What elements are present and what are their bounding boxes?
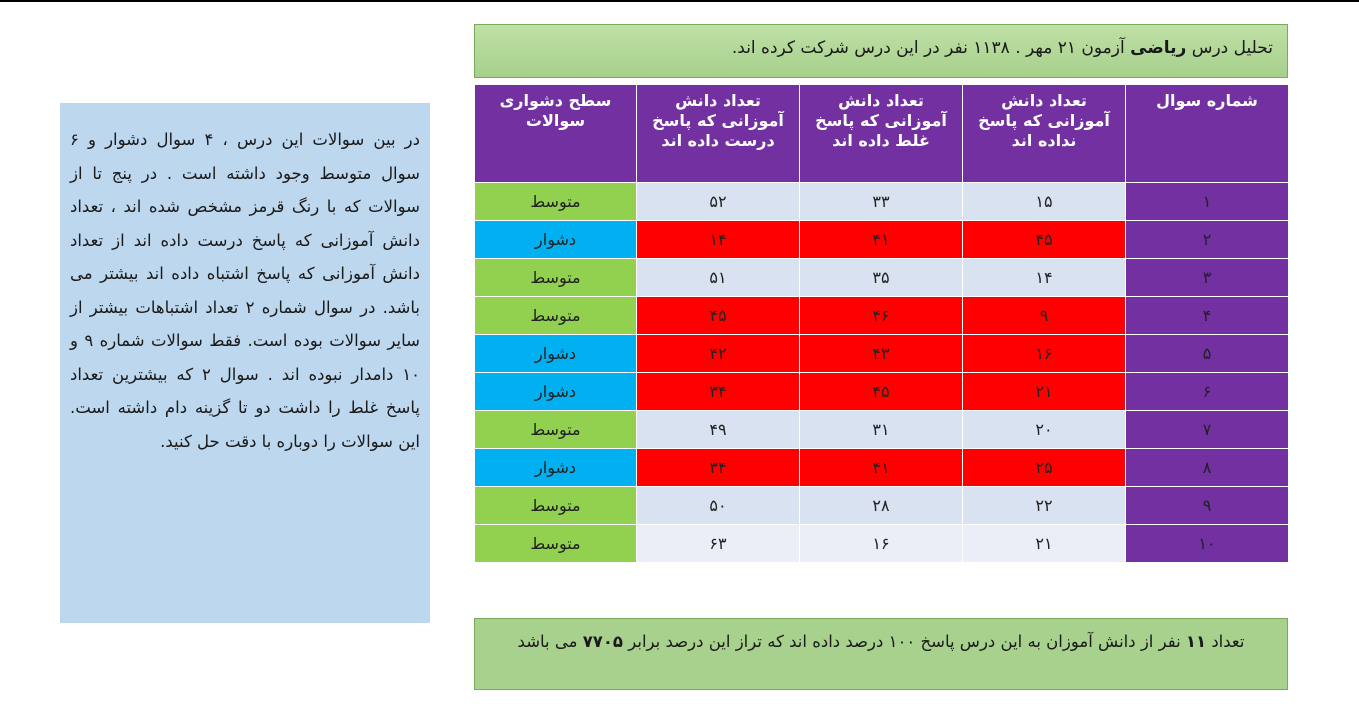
wrong-answer-cell: ۳۱	[800, 411, 963, 449]
difficulty-cell: متوسط	[475, 297, 637, 335]
difficulty-cell: متوسط	[475, 525, 637, 563]
table-header-row	[475, 85, 1289, 183]
correct-answer-cell: ۴۵	[637, 297, 800, 335]
wrong-answer-cell: ۴۶	[800, 297, 963, 335]
question-number-cell: ۸	[1126, 449, 1289, 487]
correct-answer-cell: ۴۹	[637, 411, 800, 449]
difficulty-cell: متوسط	[475, 183, 637, 221]
summary-count: ۱۱	[1185, 632, 1207, 651]
header-correct-answer: تعداد دانش آموزانی که پاسخ درست داده اند	[637, 85, 800, 183]
wrong-answer-cell: ۱۶	[800, 525, 963, 563]
table-row	[475, 259, 1289, 297]
wrong-answer-cell: ۴۱	[800, 221, 963, 259]
table-row	[475, 373, 1289, 411]
difficulty-cell: متوسط	[475, 487, 637, 525]
difficulty-cell: متوسط	[475, 411, 637, 449]
header-no-answer: تعداد دانش آموزانی که پاسخ نداده اند	[963, 85, 1126, 183]
question-number-cell: ۹	[1126, 487, 1289, 525]
no-answer-cell: ۱۶	[963, 335, 1126, 373]
no-answer-cell: ۴۵	[963, 221, 1126, 259]
no-answer-cell: ۲۱	[963, 373, 1126, 411]
difficulty-cell: دشوار	[475, 335, 637, 373]
correct-answer-cell: ۴۲	[637, 335, 800, 373]
question-number-cell: ۴	[1126, 297, 1289, 335]
summary-part3: می باشد	[517, 632, 583, 651]
wrong-answer-cell: ۳۳	[800, 183, 963, 221]
correct-answer-cell: ۵۲	[637, 183, 800, 221]
wrong-answer-cell: ۴۳	[800, 335, 963, 373]
question-number-cell: ۱۰	[1126, 525, 1289, 563]
correct-answer-cell: ۳۴	[637, 449, 800, 487]
no-answer-cell: ۲۰	[963, 411, 1126, 449]
summary-part1: تعداد	[1206, 632, 1245, 651]
correct-answer-cell: ۳۴	[637, 373, 800, 411]
top-rule	[0, 0, 1359, 2]
wrong-answer-cell: ۴۵	[800, 373, 963, 411]
header-question-number: شماره سوال	[1126, 85, 1289, 183]
difficulty-cell: دشوار	[475, 373, 637, 411]
correct-answer-cell: ۵۱	[637, 259, 800, 297]
summary-score: ۷۷۰۵	[582, 632, 624, 651]
summary-note	[474, 618, 1288, 690]
no-answer-cell: ۲۵	[963, 449, 1126, 487]
question-number-cell: ۳	[1126, 259, 1289, 297]
table-row	[475, 487, 1289, 525]
analysis-note: در بین سوالات این درس ، ۴ سوال دشوار و ۶ سوال متوسط وجود داشته است . در پنج تا از سوالات که با رنگ قرمز مشخص شده اند ، تعداد دانش آموزانی که پاسخ درست داده اند از تعداد دانش آموزانی که پاسخ اشتباه داده اند بیشتر می باشد. در سوال شماره ۲ تعداد اشتباهات بیشتر از سایر سوالات بوده است. فقط سوالات شماره ۹ و ۱۰ دامدار نبوده اند . سوال ۲ که بیشترین تعداد پاسخ غلط را داشت دو تا گزینه دام داشته است. این سوالات را دوباره با دقت حل کنید.	[60, 103, 430, 623]
table-row	[475, 297, 1289, 335]
wrong-answer-cell: ۲۸	[800, 487, 963, 525]
header-wrong-answer: تعداد دانش آموزانی که پاسخ غلط داده اند	[800, 85, 963, 183]
difficulty-cell: دشوار	[475, 449, 637, 487]
question-number-cell: ۷	[1126, 411, 1289, 449]
wrong-answer-cell: ۴۱	[800, 449, 963, 487]
header-difficulty: سطح دشواری سوالات	[475, 85, 637, 183]
table-row	[475, 525, 1289, 563]
difficulty-cell: متوسط	[475, 259, 637, 297]
no-answer-cell: ۲۲	[963, 487, 1126, 525]
table-row	[475, 335, 1289, 373]
table-row	[475, 183, 1289, 221]
summary-part2: نفر از دانش آموزان به این درس پاسخ ۱۰۰ درصد داده اند که تراز این درصد برابر	[623, 632, 1186, 651]
table-row	[475, 221, 1289, 259]
title-subject: ریاضی	[1130, 38, 1187, 58]
difficulty-cell: دشوار	[475, 221, 637, 259]
table-row	[475, 449, 1289, 487]
wrong-answer-cell: ۳۵	[800, 259, 963, 297]
results-table	[474, 84, 1289, 563]
correct-answer-cell: ۱۴	[637, 221, 800, 259]
no-answer-cell: ۱۴	[963, 259, 1126, 297]
correct-answer-cell: ۶۳	[637, 525, 800, 563]
question-number-cell: ۲	[1126, 221, 1289, 259]
page-title	[474, 24, 1288, 78]
question-number-cell: ۵	[1126, 335, 1289, 373]
table-row	[475, 411, 1289, 449]
title-part1: تحلیل درس	[1186, 38, 1273, 58]
correct-answer-cell: ۵۰	[637, 487, 800, 525]
question-number-cell: ۶	[1126, 373, 1289, 411]
question-number-cell: ۱	[1126, 183, 1289, 221]
title-part2: آزمون ۲۱ مهر . ۱۱۳۸ نفر در این درس شرکت کرده اند.	[731, 38, 1131, 58]
no-answer-cell: ۹	[963, 297, 1126, 335]
no-answer-cell: ۱۵	[963, 183, 1126, 221]
no-answer-cell: ۲۱	[963, 525, 1126, 563]
